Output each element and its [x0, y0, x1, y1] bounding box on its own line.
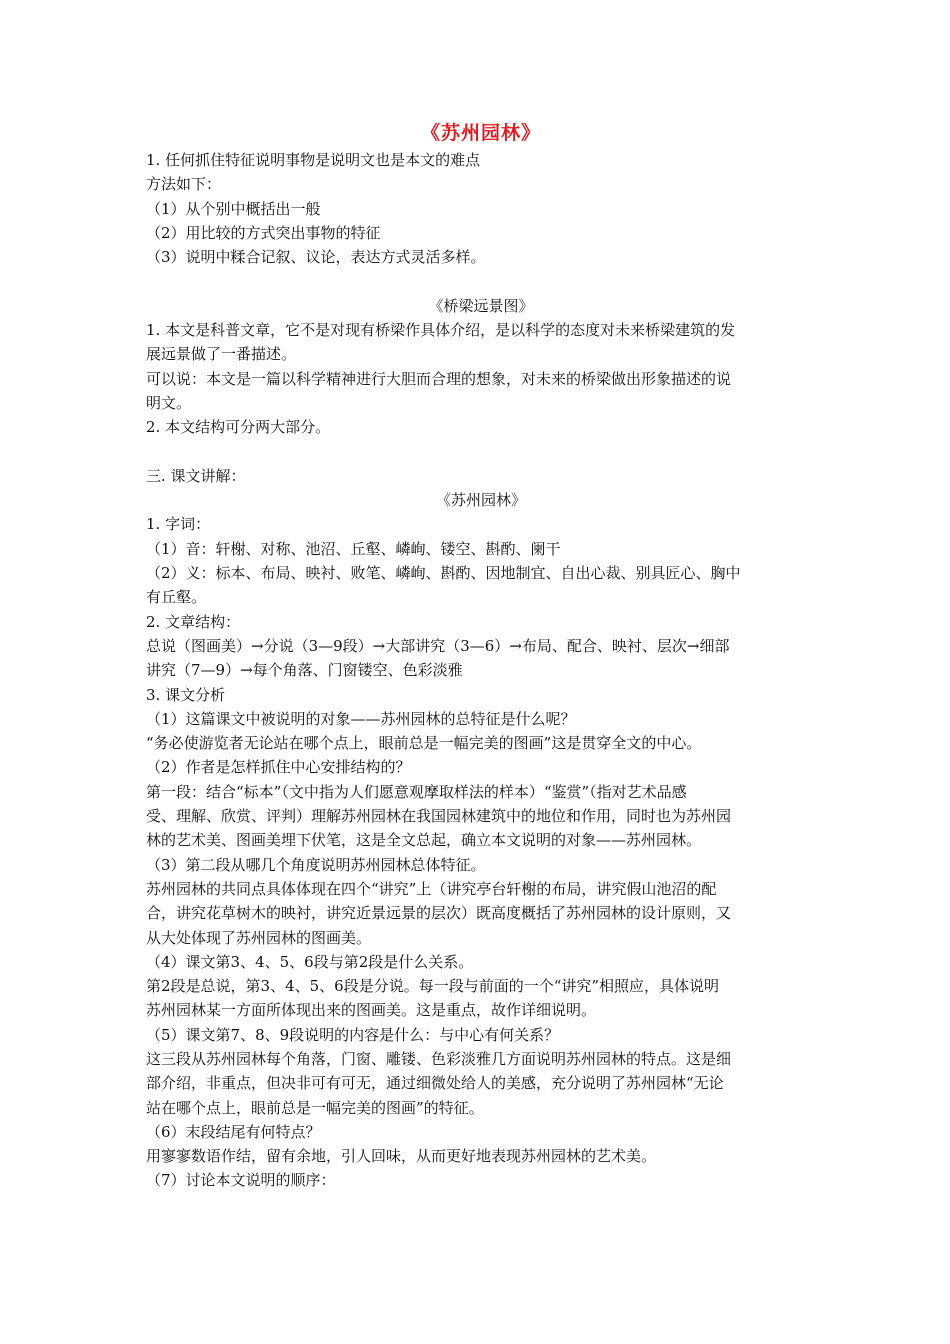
- text-line: 站在哪个点上，眼前总是一幅完美的图画”的特征。: [146, 1098, 484, 1117]
- text-line: 2. 文章结构：: [146, 612, 241, 631]
- section-bridge: [146, 294, 816, 440]
- text-line: 用寥寥数语作结，留有余地，引人回味，从而更好地表现苏州园林的艺术美。: [146, 1147, 657, 1166]
- section-heading: 《桥梁远景图》: [428, 296, 534, 315]
- text-line: 苏州园林的共同点具体体现在四个“讲究”上（讲究亭台轩榭的布局，讲究假山池沼的配: [146, 879, 717, 898]
- text-line: 可以说：本文是一篇以科学精神进行大胆而合理的想象，对未来的桥梁做出形象描述的说: [146, 369, 732, 388]
- text-line: （4）课文第3、4、5、6段与第2段是什么关系。: [146, 952, 474, 971]
- document-title: 《苏州园林》: [420, 122, 541, 144]
- text-line: （2）义：标本、布局、映衬、败笔、嶙峋、斟酌、因地制宜、自出心裁、别具匠心、胸中: [146, 564, 741, 583]
- text-line: （5）课文第7、8、9段说明的内容是什么：与中心有何关系？: [146, 1025, 560, 1044]
- text-line: （2）用比较的方式突出事物的特征: [146, 223, 381, 242]
- text-line: 林的艺术美、图画美埋下伏笔，这是全文总起，确立本文说明的对象——苏州园林。: [146, 831, 702, 850]
- text-line: 第一段：结合“标本”（文中指为人们愿意观摩取样法的样本）“鉴赏”（指对艺术品感: [146, 782, 687, 801]
- text-line: （1）音：轩榭、对称、池沼、丘壑、嶙峋、镂空、斟酌、阑干: [146, 539, 561, 558]
- text-line: 总说（图画美）→分说（3—9段）→大部讲究（3—6）→布局、配合、映衬、层次→细部: [146, 636, 730, 655]
- spacer: [146, 269, 816, 293]
- section-label: 三. 课文讲解：: [146, 466, 246, 485]
- section-lecture: [146, 464, 816, 1193]
- text-line: （1）从个别中概括出一般: [146, 199, 321, 218]
- text-line: 讲究（7—9）→每个角落、门窗镂空、色彩淡雅: [146, 661, 463, 680]
- text-line: 展远景做了一番描述。: [146, 345, 297, 364]
- text-line: 1. 字词：: [146, 515, 211, 534]
- text-line: 3. 课文分析: [146, 685, 226, 704]
- text-line: 合，讲究花草树木的映衬，讲究近景远景的层次）既高度概括了苏州园林的设计原则，又: [146, 904, 732, 923]
- text-line: （6）末段结尾有何特点？: [146, 1122, 321, 1141]
- text-line: （3）第二段从哪几个角度说明苏州园林总体特征。: [146, 855, 486, 874]
- text-line: 2. 本文结构可分两大部分。: [146, 418, 331, 437]
- text-line: 这三段从苏州园林每个角落，门窗、雕镂、色彩淡雅几方面说明苏州园林的特点。这是细: [146, 1049, 732, 1068]
- text-line: “务必使游览者无论站在哪个点上，眼前总是一幅完美的图画”这是贯穿全文的中心。: [146, 734, 702, 753]
- text-line: 受、理解、欣赏、评判）理解苏州园林在我国园林建筑中的地位和作用，同时也为苏州园: [146, 807, 732, 826]
- text-line: 1. 本文是科普文章，它不是对现有桥梁作具体介绍，是以科学的态度对未来桥梁建筑的发: [146, 321, 736, 340]
- section-difficulty: [146, 148, 816, 269]
- text-line: 苏州园林某一方面所体现出来的图画美。这是重点，故作详细说明。: [146, 1001, 597, 1020]
- text-line: 明文。: [146, 393, 192, 412]
- text-line: （2）作者是怎样抓住中心安排结构的？: [146, 758, 411, 777]
- text-line: 有丘壑。: [146, 588, 207, 607]
- text-line: 方法如下：: [146, 175, 222, 194]
- text-line: 部介绍，非重点，但决非可有可无，通过细微处给人的美感，充分说明了苏州园林“无论: [146, 1074, 724, 1093]
- text-line: 从大处体现了苏州园林的图画美。: [146, 928, 372, 947]
- section-heading: 《苏州园林》: [435, 491, 526, 510]
- text-line: （7）讨论本文说明的顺序：: [146, 1171, 336, 1190]
- text-line: 第2段是总说，第3、4、5、6段是分说。每一段与前面的一个“讲究”相照应，具体说明: [146, 977, 720, 996]
- text-line: （3）说明中糅合记叙、议论，表达方式灵活多样。: [146, 248, 486, 267]
- text-line: 1. 任何抓住特征说明事物是说明文也是本文的难点: [146, 151, 481, 169]
- document-page: [146, 118, 816, 1193]
- spacer: [146, 440, 816, 464]
- text-line: （1）这篇课文中被说明的对象——苏州园林的总特征是什么呢？: [146, 709, 576, 728]
